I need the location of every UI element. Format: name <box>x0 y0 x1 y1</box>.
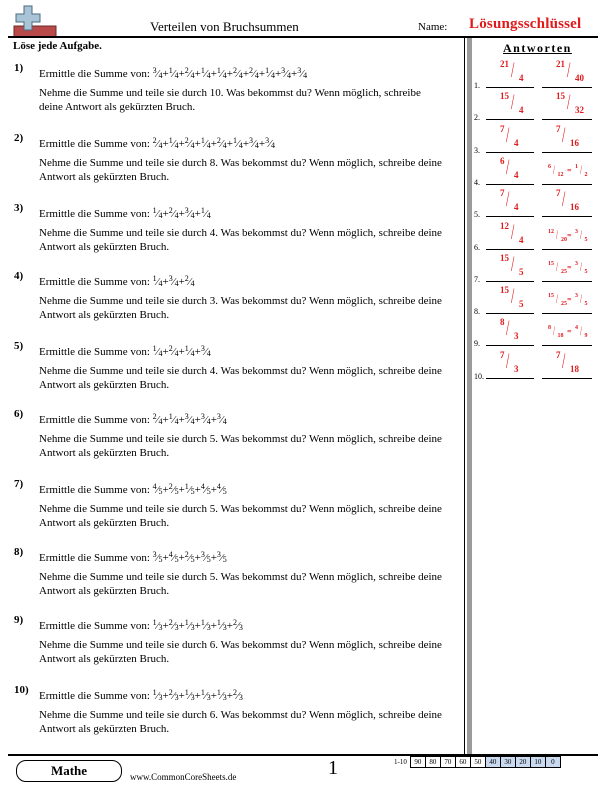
answer-row <box>474 89 598 124</box>
problem-instruction: Nehme die Summe und teile sie durch 5. Was bekommst du? Wenn möglich, schreibe deine Antwort als gekürzten Bruch. <box>39 503 442 529</box>
problem-intro: Ermittle die Summe von: <box>39 276 153 288</box>
fraction-term: $^1⁄_3$ <box>152 618 163 632</box>
problem-instruction: Nehme die Summe und teile sie durch 6. Was bekommst du? Wenn möglich, schreibe deine Antwort als gekürzten Bruch. <box>39 639 442 665</box>
problem-intro: Ermittle die Summe von: <box>39 346 153 358</box>
fraction-term: $^2⁄_4$ <box>184 136 195 150</box>
answer-sum: 6 / 4 <box>486 156 534 185</box>
answer-row <box>474 153 598 189</box>
fraction-term: $^3⁄_4$ <box>265 136 275 150</box>
equals-sign: = <box>567 295 572 305</box>
fraction-term: $^1⁄_4$ <box>200 66 211 80</box>
fraction-term: $^4⁄_5$ <box>168 550 179 564</box>
answers-title: Antworten <box>503 41 572 55</box>
answer-number: 9. <box>474 339 480 349</box>
fraction-term: $^2⁄_4$ <box>184 66 195 80</box>
fraction-term: $^2⁄_4$ <box>168 344 179 358</box>
answer-quotient: 15 / 32 <box>542 91 592 120</box>
fraction-term: $^2⁄_3$ <box>168 688 179 702</box>
fraction-term: $^3⁄_4$ <box>200 412 211 426</box>
fraction-term: $^3⁄_5$ <box>152 550 163 564</box>
answer-row <box>474 57 598 92</box>
problem-sum-line: Ermittle die Summe von: $^2⁄_4+^1⁄_4+^2⁄_4+^1⁄_4+^2⁄_4+^1⁄_4+^3⁄_4+^3⁄_4$ <box>39 136 275 150</box>
problem-sum-line: Ermittle die Summe von: $^1⁄_3+^2⁄_3+^1⁄_3+^1⁄_3+^1⁄_3+^2⁄_3$ <box>39 618 243 632</box>
fraction-term: $^3⁄_4$ <box>200 344 211 358</box>
fraction-term: $^2⁄_4$ <box>232 66 243 80</box>
math-plus-logo-icon <box>12 4 58 40</box>
answer-number: 3. <box>474 145 480 155</box>
answer-number: 1. <box>474 81 480 90</box>
answer-sum: 7 / 3 <box>486 350 534 379</box>
score-cell: 10 <box>530 756 546 768</box>
answer-row <box>474 218 598 254</box>
problem-number: 7) <box>14 478 24 490</box>
fraction-term: $^1⁄_4$ <box>232 136 243 150</box>
answer-quotient: 15 / 25 = 3 / 5 <box>542 285 592 314</box>
equals-sign: = <box>567 230 572 240</box>
score-cell: 50 <box>470 756 486 768</box>
answer-row <box>474 186 598 221</box>
answer-sum: 21 / 4 <box>486 59 534 88</box>
answer-key-label: Lösungsschlüssel <box>469 16 582 32</box>
fraction-term: $^1⁄_5$ <box>184 482 195 496</box>
score-cell: 90 <box>410 756 426 768</box>
page-number: 1 <box>328 757 338 779</box>
instruction: Löse jede Aufgabe. <box>13 40 102 52</box>
answer-row <box>474 250 598 286</box>
problem-sum-line: Ermittle die Summe von: $^1⁄_4+^2⁄_4+^3⁄_4+^1⁄_4$ <box>39 206 211 220</box>
score-label: 1-10 <box>394 758 407 766</box>
problem-instruction: Nehme die Summe und teile sie durch 10. Was bekommst du? Wenn möglich, schreibe deine Antwort als gekürzten Bruch. <box>39 87 421 113</box>
answer-sum: 15 / 5 <box>486 285 534 314</box>
answer-quotient: 15 / 25 = 3 / 5 <box>542 253 592 282</box>
answer-quotient: 6 / 12 = 1 / 2 <box>542 156 592 185</box>
answer-sum: 7 / 4 <box>486 188 534 217</box>
fraction-term: $^1⁄_4$ <box>200 136 211 150</box>
fraction-term: $^1⁄_3$ <box>184 618 195 632</box>
problem-sum-line: Ermittle die Summe von: $^3⁄_5+^4⁄_5+^2⁄_5+^3⁄_5+^3⁄_5$ <box>39 550 227 564</box>
fraction-term: $^2⁄_4$ <box>152 136 163 150</box>
fraction-term: $^1⁄_4$ <box>200 206 211 220</box>
fraction-term: $^1⁄_3$ <box>200 618 211 632</box>
equals-sign: = <box>567 327 572 337</box>
problem-intro: Ermittle die Summe von: <box>39 68 153 80</box>
fraction-term: $^2⁄_3$ <box>232 688 243 702</box>
answer-row <box>474 315 598 350</box>
problem-instruction: Nehme die Summe und teile sie durch 5. Was bekommst du? Wenn möglich, schreibe deine Antwort als gekürzten Bruch. <box>39 571 442 597</box>
fraction-term: $^2⁄_4$ <box>216 136 227 150</box>
problem-number: 10) <box>14 684 29 696</box>
problem-intro: Ermittle die Summe von: <box>39 690 153 702</box>
problem-number: 1) <box>14 62 24 74</box>
score-cell: 20 <box>515 756 531 768</box>
problem-sum-line: Ermittle die Summe von: $^1⁄_4+^2⁄_4+^1⁄_4+^3⁄_4$ <box>39 344 211 358</box>
answer-row <box>474 121 598 157</box>
answer-number: 5. <box>474 210 480 220</box>
problem-intro: Ermittle die Summe von: <box>39 414 153 426</box>
answer-row <box>474 347 598 383</box>
score-cell: 70 <box>440 756 456 768</box>
fraction-term: $^4⁄_5$ <box>216 482 227 496</box>
answer-sum: 8 / 3 <box>486 317 534 346</box>
fraction-term: $^2⁄_5$ <box>184 550 195 564</box>
problem-intro: Ermittle die Summe von: <box>39 208 153 220</box>
problem-sum-line: Ermittle die Summe von: $^1⁄_4+^3⁄_4+^2⁄_4$ <box>39 274 195 288</box>
fraction-term: $^1⁄_3$ <box>184 688 195 702</box>
problem-sum-line: Ermittle die Summe von: $^4⁄_5+^2⁄_5+^1⁄_5+^4⁄_5+^4⁄_5$ <box>39 482 227 496</box>
answer-sum: 12 / 4 <box>486 221 534 250</box>
fraction-term: $^1⁄_4$ <box>152 274 163 288</box>
problem-number: 4) <box>14 270 24 282</box>
problem-intro: Ermittle die Summe von: <box>39 138 153 150</box>
column-divider <box>464 38 474 754</box>
answer-quotient: 7 / 18 <box>542 350 592 379</box>
fraction-term: $^3⁄_4$ <box>297 66 308 80</box>
problem-instruction: Nehme die Summe und teile sie durch 5. Was bekommst du? Wenn möglich, schreibe deine Antwort als gekürzten Bruch. <box>39 433 442 459</box>
problem-intro: Ermittle die Summe von: <box>39 484 153 496</box>
fraction-term: $^1⁄_3$ <box>152 688 163 702</box>
fraction-term: $^3⁄_4$ <box>168 274 179 288</box>
answer-number: 8. <box>474 307 480 317</box>
answer-number: 6. <box>474 242 480 252</box>
fraction-term: $^1⁄_4$ <box>216 66 227 80</box>
answer-number: 7. <box>474 274 480 284</box>
score-cell: 40 <box>485 756 501 768</box>
answer-quotient: 12 / 20 = 3 / 5 <box>542 221 592 250</box>
fraction-term: $^4⁄_5$ <box>200 482 211 496</box>
fraction-term: $^4⁄_5$ <box>152 482 163 496</box>
answer-sum: 7 / 4 <box>486 124 534 153</box>
score-table <box>394 756 561 768</box>
answer-sum: 15 / 4 <box>486 91 534 120</box>
answer-quotient: 21 / 40 <box>542 59 592 88</box>
answer-quotient: 7 / 16 <box>542 188 592 217</box>
problem-number: 8) <box>14 546 24 558</box>
fraction-term: $^1⁄_3$ <box>216 688 227 702</box>
problem-instruction: Nehme die Summe und teile sie durch 3. Was bekommst du? Wenn möglich, schreibe deine Antwort als gekürzten Bruch. <box>39 295 442 321</box>
fraction-term: $^1⁄_3$ <box>200 688 211 702</box>
problem-instruction: Nehme die Summe und teile sie durch 4. Was bekommst du? Wenn möglich, schreibe deine Antwort als gekürzten Bruch. <box>39 227 442 253</box>
fraction-term: $^2⁄_3$ <box>232 618 243 632</box>
subject-badge: Mathe <box>16 760 122 782</box>
fraction-term: $^1⁄_4$ <box>184 344 195 358</box>
problem-number: 2) <box>14 132 24 144</box>
fraction-term: $^1⁄_4$ <box>265 66 275 80</box>
problem-instruction: Nehme die Summe und teile sie durch 8. Was bekommst du? Wenn möglich, schreibe deine Antwort als gekürzten Bruch. <box>39 157 442 183</box>
answer-quotient: 7 / 16 <box>542 124 592 153</box>
fraction-term: $^3⁄_4$ <box>184 206 195 220</box>
problem-number: 5) <box>14 340 24 352</box>
answer-row <box>474 283 598 318</box>
answer-quotient: 8 / 18 = 4 / 9 <box>542 317 592 346</box>
fraction-term: $^2⁄_5$ <box>168 482 179 496</box>
answer-number: 4. <box>474 177 480 187</box>
fraction-term: $^2⁄_3$ <box>168 618 179 632</box>
answer-number: 2. <box>474 113 480 123</box>
fraction-term: $^2⁄_4$ <box>168 206 179 220</box>
problem-instruction: Nehme die Summe und teile sie durch 6. Was bekommst du? Wenn möglich, schreibe deine Antwort als gekürzten Bruch. <box>39 709 442 735</box>
fraction-term: $^3⁄_4$ <box>216 412 227 426</box>
fraction-term: $^3⁄_5$ <box>216 550 227 564</box>
answer-sum: 15 / 5 <box>486 253 534 282</box>
fraction-term: $^2⁄_4$ <box>249 66 259 80</box>
fraction-term: $^3⁄_4$ <box>249 136 259 150</box>
fraction-term: $^3⁄_5$ <box>200 550 211 564</box>
fraction-term: $^1⁄_4$ <box>152 344 163 358</box>
fraction-term: $^2⁄_4$ <box>152 412 163 426</box>
problem-sum-line: Ermittle die Summe von: $^3⁄_4+^1⁄_4+^2⁄_4+^1⁄_4+^1⁄_4+^2⁄_4+^2⁄_4+^1⁄_4+^3⁄_4+^3⁄_4$ <box>39 66 308 80</box>
fraction-term: $^3⁄_4$ <box>152 66 163 80</box>
fraction-term: $^1⁄_4$ <box>168 136 179 150</box>
problem-sum-line: Ermittle die Summe von: $^1⁄_3+^2⁄_3+^1⁄_3+^1⁄_3+^1⁄_3+^2⁄_3$ <box>39 688 243 702</box>
fraction-term: $^1⁄_4$ <box>168 66 179 80</box>
problem-number: 9) <box>14 614 24 626</box>
score-cell: 60 <box>455 756 471 768</box>
problem-intro: Ermittle die Summe von: <box>39 552 153 564</box>
equals-sign: = <box>567 262 572 272</box>
problem-number: 3) <box>14 202 24 214</box>
name-label: Name: <box>418 21 448 33</box>
problem-intro: Ermittle die Summe von: <box>39 620 153 632</box>
website-link[interactable]: www.CommonCoreSheets.de <box>130 772 237 782</box>
score-cell: 30 <box>500 756 516 768</box>
score-cell: 0 <box>545 756 561 768</box>
problem-number: 6) <box>14 408 24 420</box>
problem-instruction: Nehme die Summe und teile sie durch 4. Was bekommst du? Wenn möglich, schreibe deine Antwort als gekürzten Bruch. <box>39 365 442 391</box>
problem-sum-line: Ermittle die Summe von: $^2⁄_4+^1⁄_4+^3⁄_4+^3⁄_4+^3⁄_4$ <box>39 412 227 426</box>
fraction-term: $^2⁄_4$ <box>184 274 195 288</box>
fraction-term: $^1⁄_4$ <box>152 206 163 220</box>
page-title: Verteilen von Bruchsummen <box>150 19 299 34</box>
header-rule <box>8 36 598 38</box>
equals-sign: = <box>567 165 572 175</box>
fraction-term: $^1⁄_4$ <box>168 412 179 426</box>
score-cell: 80 <box>425 756 441 768</box>
fraction-term: $^3⁄_4$ <box>281 66 291 80</box>
fraction-term: $^3⁄_4$ <box>184 412 195 426</box>
answer-number: 10. <box>474 371 484 381</box>
fraction-term: $^1⁄_3$ <box>216 618 227 632</box>
